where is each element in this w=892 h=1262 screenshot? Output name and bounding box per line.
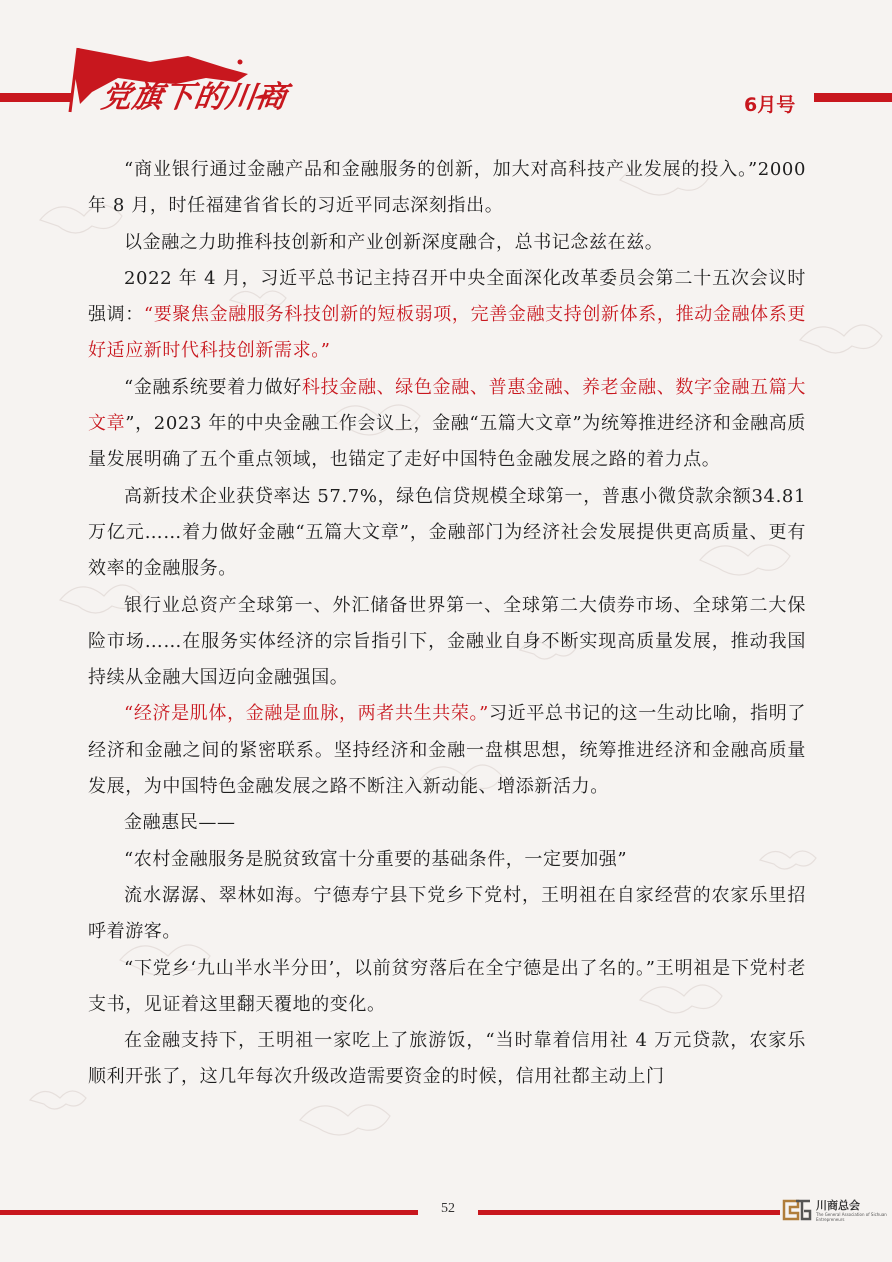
- highlighted-quote: 科技金融、绿色金融、普惠金融、养老金融、数字金融五篇大文章: [88, 376, 806, 435]
- article-paragraph: [88, 878, 806, 951]
- paragraph-text: 金融惠民——: [124, 812, 236, 834]
- article-paragraph: [88, 842, 806, 878]
- paragraph-text: 以金融之力助推科技创新和产业创新深度融合，总书记念兹在兹。: [124, 231, 664, 253]
- org-name: 川商总会: [816, 1199, 860, 1212]
- article-paragraph: [88, 225, 806, 261]
- org-logo-icon: [782, 1197, 812, 1223]
- article-paragraph: [88, 370, 806, 479]
- header-decoration: [0, 0, 892, 140]
- header-rule-right: [814, 93, 892, 102]
- article-body: [88, 152, 806, 1096]
- header-rule-left: [0, 93, 72, 102]
- brand-title: 党旗下的川商: [99, 80, 290, 115]
- paragraph-text: 银行业总资产全球第一、外汇储备世界第一、全球第二大债券市场、全球第二大保险市场……在服务实体经济的宗旨指引下，金融业自身不断实现高质量发展，推动我国持续从金融大国迈向金融强国。: [88, 594, 806, 689]
- paragraph-text: 习近平总书记的这一生动比喻，指明了经济和金融之间的紧密联系。坚持经济和金融一盘棋思想，统筹推进经济和金融高质量发展，为中国特色金融发展之路不断注入新动能、增添新活力。: [88, 703, 806, 798]
- issue-label: 6月号: [744, 94, 796, 116]
- paragraph-text: 在金融支持下，王明祖一家吃上了旅游饭，“当时靠着信用社 4 万元贷款，农家乐顺利开张了，这几年每次升级改造需要资金的时候，信用社都主动上门: [88, 1030, 806, 1088]
- footer-rule-left: [0, 1210, 418, 1215]
- paragraph-text: ”，2023 年的中央金融工作会议上，金融“五篇大文章”为统筹推进经济和金融高质量发展明确了五个重点领域，也锚定了走好中国特色金融发展之路的着力点。: [88, 413, 806, 471]
- paragraph-text: “商业银行通过金融产品和金融服务的创新，加大对高科技产业发展的投入。”2000 年 8 月，时任福建省省长的习近平同志深刻指出。: [88, 159, 806, 217]
- paragraph-text: “农村金融服务是脱贫致富十分重要的基础条件，一定要加强”: [124, 848, 628, 870]
- org-subtitle: The General Association of Sichuan Entrepreneurs: [816, 1212, 887, 1222]
- page-number: 52: [441, 1201, 455, 1216]
- highlighted-quote: “经济是肌体，金融是血脉，两者共生共荣。”: [124, 703, 489, 725]
- paragraph-text: 流水潺潺、翠林如海。宁德寿宁县下党乡下党村，王明祖在自家经营的农家乐里招呼着游客。: [88, 884, 806, 943]
- article-paragraph: [88, 1023, 806, 1096]
- footer-rule-right: [478, 1210, 780, 1215]
- paragraph-text: 高新技术企业获贷率达 57.7%，绿色信贷规模全球第一，普惠小微贷款余额34.81 万亿元……着力做好金融“五篇大文章”，金融部门为经济社会发展提供更高质量、更有效率的金融服务。: [88, 485, 806, 580]
- article-paragraph: [88, 588, 806, 697]
- article-paragraph: [88, 696, 806, 805]
- article-paragraph: [88, 479, 806, 588]
- bird-icon: [238, 60, 243, 65]
- article-paragraph: [88, 152, 806, 225]
- article-paragraph: [88, 805, 806, 841]
- article-paragraph: [88, 951, 806, 1024]
- paragraph-text: “金融系统要着力做好: [124, 376, 302, 398]
- article-paragraph: [88, 261, 806, 370]
- highlighted-quote: “要聚焦金融服务科技创新的短板弱项，完善金融支持创新体系，推动金融体系更好适应新时代科技创新需求。”: [88, 304, 806, 362]
- paragraph-text: 2022 年 4 月，习近平总书记主持召开中央全面深化改革委员会第二十五次会议时强调：: [88, 267, 806, 326]
- paragraph-text: “下党乡‘九山半水半分田’，以前贫穷落后在全宁德是出了名的。”王明祖是下党村老支书，见证着这里翻天覆地的变化。: [88, 957, 806, 1015]
